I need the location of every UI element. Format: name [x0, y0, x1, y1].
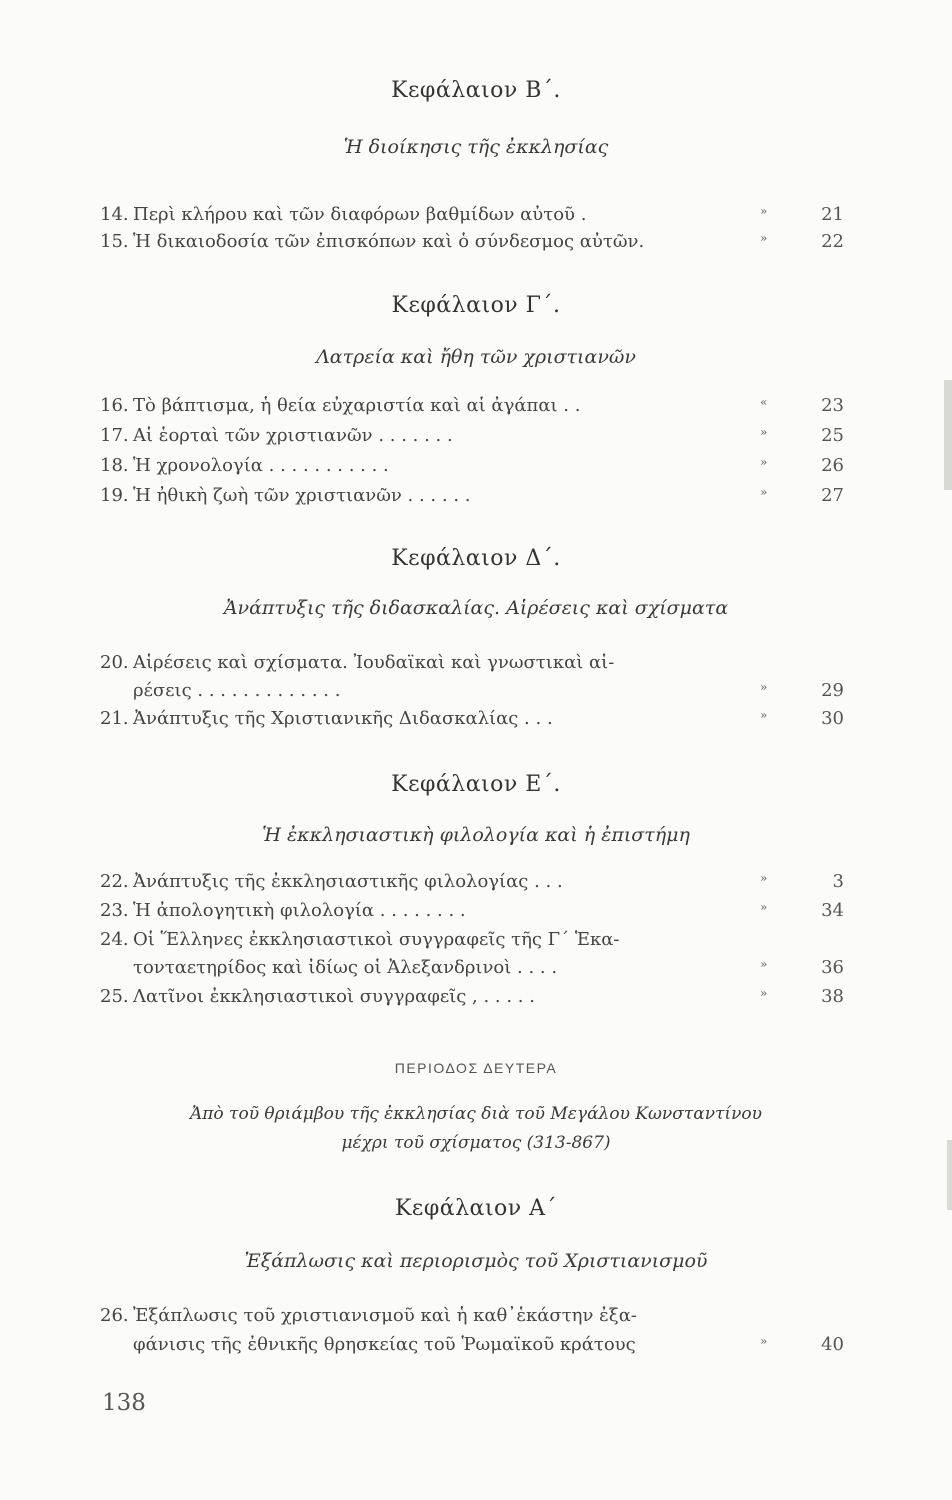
toc-entry-22 [0, 871, 952, 899]
entry-text: Ἡ δικαιοδοσία τῶν ἐπισκόπων καὶ ὁ σύνδεσμος αὐτῶν. [133, 231, 645, 252]
entry-number: 14. [100, 204, 129, 225]
entry-page: 40 [821, 1334, 844, 1355]
toc-entry-23 [0, 900, 952, 928]
entry-text: Ἀνάπτυξις τῆς ἐκκλησιαστικῆς φιλολογίας . . . [133, 871, 563, 892]
toc-entry-15 [0, 231, 952, 259]
ditto-mark: » [760, 1334, 768, 1348]
toc-entry-24-continuation [0, 957, 952, 985]
entry-text-continuation: τονταετηρίδος καὶ ἰδίως οἱ Ἀλεξανδρινοὶ . . . . [133, 957, 558, 978]
entry-page: 21 [821, 204, 844, 225]
toc-entry-20 [0, 652, 952, 680]
entry-text: Ἐξάπλωσις τοῦ χριστιανισμοῦ καὶ ἡ καθ᾽ἑκάστην ἐξα- [133, 1305, 637, 1326]
chapter-a-title: Κεφάλαιον Α΄ [394, 1196, 558, 1221]
toc-entry-16 [0, 395, 952, 423]
toc-entry-24 [0, 929, 952, 957]
ditto-mark: » [760, 680, 768, 694]
chapter-g-title: Κεφάλαιον Γ΄. [391, 293, 561, 318]
toc-entry-25 [0, 986, 952, 1014]
toc-entry-20-continuation [0, 680, 952, 708]
ditto-mark: » [760, 708, 768, 722]
entry-page: 27 [821, 485, 844, 506]
ditto-mark: » [760, 425, 768, 439]
entry-page: 36 [821, 957, 844, 978]
entry-text: Ἡ ἠθικὴ ζωὴ τῶν χριστιανῶν . . . . . . [133, 485, 471, 506]
entry-text-continuation: φάνισις τῆς ἐθνικῆς θρησκείας τοῦ Ῥωμαϊκοῦ κράτους [133, 1334, 636, 1355]
entry-page: 38 [821, 986, 844, 1007]
entry-number: 17. [100, 425, 129, 446]
chapter-g-subtitle: Λατρεία καὶ ἤθη τῶν χριστιανῶν [316, 346, 636, 368]
toc-entry-18 [0, 455, 952, 483]
page-number: 138 [102, 1390, 146, 1416]
entry-number: 26. [100, 1305, 129, 1326]
entry-number: 16. [100, 395, 129, 416]
entry-text: Τὸ βάπτισμα, ἡ θεία εὐχαριστία καὶ αἱ ἀγάπαι . . [133, 395, 581, 416]
entry-number: 18. [100, 455, 129, 476]
toc-entry-19 [0, 485, 952, 513]
entry-number: 19. [100, 485, 129, 506]
entry-number: 23. [100, 900, 129, 921]
entry-text: Οἱ Ἕλληνες ἐκκλησιαστικοὶ συγγραφεῖς τῆς Γ΄ Ἑκα- [133, 929, 620, 950]
ditto-mark: » [760, 871, 768, 885]
entry-text: Ἡ ἀπολογητικὴ φιλολογία . . . . . . . . [133, 900, 466, 921]
entry-number: 15. [100, 231, 129, 252]
chapter-b-title: Κεφάλαιον Β΄. [391, 78, 561, 103]
ditto-mark: « [760, 395, 768, 409]
chapter-b-subtitle: Ἡ διοίκησις τῆς ἐκκλησίας [343, 136, 609, 158]
entry-number: 25. [100, 986, 129, 1007]
entry-number: 21. [100, 708, 129, 729]
entry-page: 26 [821, 455, 844, 476]
entry-page: 30 [821, 708, 844, 729]
entry-page: 29 [821, 680, 844, 701]
ditto-mark: » [760, 231, 768, 245]
entry-page: 25 [821, 425, 844, 446]
entry-page: 23 [821, 395, 844, 416]
ditto-mark: » [760, 900, 768, 914]
ditto-mark: » [760, 204, 768, 218]
period-title: ΠΕΡΙΟΔΟΣ ΔΕΥΤΕΡΑ [394, 1060, 558, 1076]
ditto-mark: » [760, 455, 768, 469]
entry-text: Λατῖνοι ἐκκλησιαστικοὶ συγγραφεῖς , . . . . . [133, 986, 535, 1007]
entry-text: Αἱρέσεις καὶ σχίσματα. Ἰουδαϊκαὶ καὶ γνωστικαὶ αἱ- [133, 652, 615, 673]
toc-entry-26 [0, 1305, 952, 1333]
entry-number: 24. [100, 929, 129, 950]
chapter-d-subtitle: Ἀνάπτυξις τῆς διδασκαλίας. Αἱρέσεις καὶ σχίσματα [223, 597, 729, 619]
entry-page: 34 [821, 900, 844, 921]
entry-text: Ἀνάπτυξις τῆς Χριστιανικῆς Διδασκαλίας . . . [133, 708, 553, 729]
entry-number: 20. [100, 652, 129, 673]
period-subtitle-line2: μέχρι τοῦ σχίσματος (313-867) [341, 1133, 611, 1153]
period-subtitle-line1: Ἀπὸ τοῦ θριάμβου τῆς ἐκκλησίας διὰ τοῦ Μεγάλου Κωνσταντίνου [189, 1104, 763, 1124]
chapter-e-subtitle: Ἡ ἐκκλησιαστικὴ φιλολογία καὶ ἡ ἐπιστήμη [262, 824, 690, 846]
ditto-mark: » [760, 485, 768, 499]
entry-number: 22. [100, 871, 129, 892]
toc-entry-17 [0, 425, 952, 453]
toc-entry-21 [0, 708, 952, 736]
entry-text: Ἡ χρονολογία . . . . . . . . . . . [133, 455, 389, 476]
entry-text-continuation: ρέσεις . . . . . . . . . . . . . [133, 680, 341, 701]
chapter-e-title: Κεφάλαιον Ε΄. [391, 772, 561, 797]
scan-edge-mark [944, 380, 952, 490]
ditto-mark: » [760, 957, 768, 971]
toc-entry-26-continuation [0, 1334, 952, 1362]
scan-edge-mark [947, 1140, 952, 1210]
entry-page: 3 [832, 871, 844, 892]
entry-text: Αἱ ἑορταὶ τῶν χριστιανῶν . . . . . . . [133, 425, 453, 446]
chapter-d-title: Κεφάλαιον Δ΄. [391, 546, 561, 571]
entry-text: Περὶ κλήρου καὶ τῶν διαφόρων βαθμίδων αὐτοῦ . [133, 204, 587, 225]
toc-entry-14 [0, 204, 952, 232]
entry-page: 22 [821, 231, 844, 252]
chapter-a-subtitle: Ἐξάπλωσις καὶ περιορισμὸς τοῦ Χριστιανισμοῦ [244, 1250, 708, 1272]
ditto-mark: » [760, 986, 768, 1000]
